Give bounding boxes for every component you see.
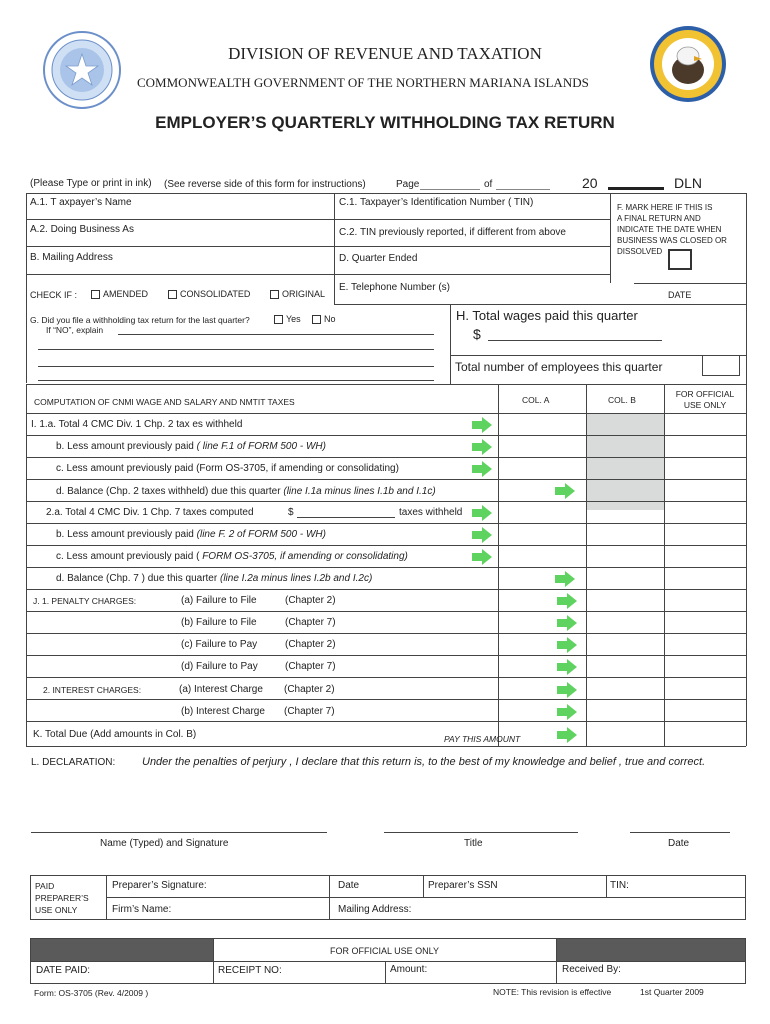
form-title: EMPLOYER’S QUARTERLY WITHHOLDING TAX RETURN: [155, 113, 615, 132]
green-arrow-icon: [472, 439, 492, 455]
green-arrow-icon: [557, 704, 577, 720]
green-arrow-icon: [555, 571, 575, 587]
penalty-d: (d) Failure to Pay: [181, 661, 258, 672]
date-paid-field[interactable]: DATE PAID:: [36, 965, 91, 976]
official-use-line: FOR OFFICIAL: [675, 389, 735, 399]
explain-line-3[interactable]: [38, 366, 434, 367]
row-i2b-text: b. Less amount previously paid: [56, 529, 197, 540]
total-wages-line[interactable]: [488, 340, 662, 341]
yes-box[interactable]: [274, 315, 283, 324]
green-arrow-icon: [557, 682, 577, 698]
wages-dollar-sign: $: [473, 326, 481, 342]
original-checkbox[interactable]: [270, 288, 325, 300]
page-label: Page: [396, 179, 420, 190]
green-arrow-icon: [557, 615, 577, 631]
date-label: DATE: [668, 290, 692, 300]
pay-this-amount: PAY THIS AMOUNT: [444, 734, 521, 744]
row-i2a-tail: taxes withheld: [399, 507, 463, 518]
interest-a: (a) Interest Charge: [179, 684, 263, 695]
if-no-label: If “NO”, explain: [46, 325, 104, 335]
row-i2a-text: 2.a. Total 4 CMC Div. 1 Chp. 7 taxes computed: [46, 507, 254, 518]
effective-quarter: 1st Quarter 2009: [640, 987, 704, 997]
yes-label: Yes: [286, 314, 301, 324]
row-i2c-ref: FORM OS-3705, if amending or consolidating): [202, 551, 408, 562]
of-label: of: [484, 179, 493, 190]
government-title: COMMONWEALTH GOVERNMENT OF THE NORTHERN MARIANA ISLANDS: [137, 75, 589, 90]
year-prefix: 20: [582, 175, 598, 191]
page-number-line[interactable]: [420, 189, 480, 190]
final-return-checkbox[interactable]: [668, 249, 692, 270]
no-box[interactable]: [312, 315, 321, 324]
total-employees-box[interactable]: [702, 355, 740, 376]
chp7-taxes-line[interactable]: [297, 517, 395, 518]
explain-line-2[interactable]: [38, 349, 434, 350]
amended-label: AMENDED: [103, 289, 149, 299]
declaration-text: Under the penalties of perjury , I declare that this return is, to the best of my knowledge and belief , true and correct.: [142, 756, 706, 768]
name-signature-label: Name (Typed) and Signature: [100, 838, 229, 849]
row-i1b-ref: ( line F.1 of FORM 500 - WH): [196, 441, 326, 452]
check-if-label: CHECK IF :: [30, 290, 78, 300]
revision-note: NOTE: This revision is effective: [493, 987, 612, 997]
title-label: Title: [464, 838, 483, 849]
receipt-no-field[interactable]: RECEIPT NO:: [218, 965, 282, 976]
see-reverse-note: (See reverse side of this form for instructions): [164, 179, 366, 190]
preparer-signature-field[interactable]: Preparer’s Signature:: [112, 880, 207, 891]
paid-line: PAID: [35, 881, 55, 891]
page-total-line[interactable]: [496, 189, 550, 190]
amount-field[interactable]: Amount:: [390, 964, 428, 975]
row-i1c: c. Less amount previously paid (Form OS-3705, if amending or consolidating): [56, 463, 399, 474]
declaration-label: L. DECLARATION:: [31, 757, 116, 768]
final-note-line: DISSOLVED: [617, 247, 663, 256]
telephone-field[interactable]: E. Telephone Number (s): [339, 282, 450, 293]
division-title: DIVISION OF REVENUE AND TAXATION: [228, 44, 542, 63]
explain-line-4[interactable]: [38, 380, 434, 381]
yes-checkbox[interactable]: [274, 313, 301, 325]
form-number: Form: OS-3705 (Rev. 4/2009 ): [34, 988, 149, 998]
date-line[interactable]: [630, 832, 730, 833]
penalty-b: (b) Failure to File: [181, 617, 257, 628]
paid-line: PREPARER’S: [35, 893, 89, 903]
green-arrow-icon: [472, 527, 492, 543]
firm-name-field[interactable]: Firm’s Name:: [112, 904, 172, 915]
year-entry-line[interactable]: [608, 187, 664, 190]
row-i1b-text: b. Less amount previously paid: [56, 441, 197, 452]
penalty-c: (c) Failure to Pay: [181, 639, 258, 650]
green-arrow-icon: [557, 637, 577, 653]
penalty-c-chapter: (Chapter 2): [285, 639, 336, 650]
row-i2b-ref: (line F. 2 of FORM 500 - WH): [196, 529, 326, 540]
signature-date-label: Date: [668, 838, 690, 849]
interest-b-chapter: (Chapter 7): [284, 706, 335, 717]
row-i1a: I. 1.a. Total 4 CMC Div. 1 Chp. 2 tax es withheld: [31, 419, 243, 430]
original-label: ORIGINAL: [282, 289, 326, 299]
final-note-line: BUSINESS WAS CLOSED OR: [617, 236, 727, 245]
total-employees-label: Total number of employees this quarter: [455, 360, 663, 374]
please-type-note: (Please Type or print in ink): [30, 178, 152, 189]
consolidated-checkbox[interactable]: [168, 288, 250, 300]
original-box[interactable]: [270, 290, 279, 299]
mailing-address-field[interactable]: B. Mailing Address: [30, 252, 113, 263]
row-i1d-text: d. Balance (Chp. 2 taxes withheld) due this quarter: [56, 486, 284, 497]
explain-line-1[interactable]: [118, 334, 434, 335]
col-a-header: COL. A: [522, 395, 550, 405]
no-checkbox[interactable]: [312, 313, 336, 325]
no-label: No: [324, 314, 336, 324]
paid-preparer-label: [35, 880, 89, 916]
green-arrow-icon: [472, 461, 492, 477]
final-note-line: F. MARK HERE IF THIS IS: [617, 203, 713, 212]
amended-checkbox[interactable]: [91, 288, 148, 300]
preparer-date-field[interactable]: Date: [338, 880, 360, 891]
mailing-address-preparer-field[interactable]: Mailing Address:: [338, 904, 412, 915]
row-i2c: [56, 551, 408, 563]
consolidated-label: CONSOLIDATED: [180, 289, 251, 299]
amended-box[interactable]: [91, 290, 100, 299]
taxpayer-name-field[interactable]: A.1. T axpayer’s Name: [30, 197, 132, 208]
penalty-a-chapter: (Chapter 2): [285, 595, 336, 606]
total-due-label: K. Total Due (Add amounts in Col. B): [33, 729, 197, 740]
consolidated-box[interactable]: [168, 290, 177, 299]
computation-header: COMPUTATION OF CNMI WAGE AND SALARY AND NMTIT TAXES: [34, 397, 295, 407]
official-use-title: FOR OFFICIAL USE ONLY: [329, 946, 439, 956]
penalty-b-chapter: (Chapter 7): [285, 617, 336, 628]
penalty-a: (a) Failure to File: [181, 595, 257, 606]
dln-label: DLN: [674, 175, 703, 191]
penalty-charges-label: J. 1. PENALTY CHARGES:: [33, 596, 137, 606]
tin-field[interactable]: C.1. Taxpayer’s Identification Number ( TIN): [339, 197, 534, 208]
eagle-seal-icon: [648, 24, 728, 104]
cnmi-seal-icon: [42, 30, 122, 110]
final-note-line: INDICATE THE DATE WHEN: [617, 225, 722, 234]
interest-a-chapter: (Chapter 2): [284, 684, 335, 695]
col-b-header: COL. B: [608, 395, 636, 405]
row-i1b: [56, 441, 326, 453]
row-i1d-ref: (line I.1a minus lines I.1b and I.1c): [283, 486, 436, 497]
green-arrow-icon: [472, 505, 492, 521]
name-signature-line[interactable]: [31, 832, 327, 833]
row-i2b: [56, 529, 326, 541]
row-i2d-text: d. Balance (Chp. 7 ) due this quarter: [56, 573, 220, 584]
doing-business-as-field[interactable]: A.2. Doing Business As: [30, 224, 134, 235]
preparer-tin-field[interactable]: TIN:: [610, 880, 629, 891]
green-arrow-icon: [555, 483, 575, 499]
green-arrow-icon: [472, 417, 492, 433]
green-arrow-icon: [472, 549, 492, 565]
last-quarter-question: G. Did you file a withholding tax return for the last quarter?: [30, 315, 250, 325]
row-i2c-text: c. Less amount previously paid (: [56, 551, 203, 562]
green-arrow-icon: [557, 659, 577, 675]
official-use-line: USE ONLY: [683, 400, 727, 410]
tin-previous-field[interactable]: C.2. TIN previously reported, if different from above: [339, 227, 566, 238]
row-i2a-dollar: $: [288, 507, 294, 518]
interest-charges-label: 2. INTEREST CHARGES:: [43, 685, 142, 695]
row-i1d: [56, 486, 436, 498]
penalty-d-chapter: (Chapter 7): [285, 661, 336, 672]
row-i2d-ref: (line I.2a minus lines I.2b and I.2c): [219, 573, 373, 584]
green-arrow-icon: [557, 727, 577, 743]
row-i2d: [56, 573, 372, 585]
official-use-header: [664, 389, 746, 411]
total-wages-label: H. Total wages paid this quarter: [456, 308, 638, 323]
interest-b: (b) Interest Charge: [181, 706, 265, 717]
official-use-shade: [587, 414, 664, 510]
received-by-field[interactable]: Received By:: [562, 964, 621, 975]
title-line[interactable]: [384, 832, 578, 833]
final-note-line: A FINAL RETURN AND: [617, 214, 701, 223]
green-arrow-icon: [557, 593, 577, 609]
paid-line: USE ONLY: [35, 905, 78, 915]
preparer-ssn-field[interactable]: Preparer’s SSN: [428, 880, 498, 891]
quarter-ended-field[interactable]: D. Quarter Ended: [339, 253, 418, 264]
row-i2a: [46, 507, 254, 519]
final-date-line[interactable]: [634, 283, 746, 284]
